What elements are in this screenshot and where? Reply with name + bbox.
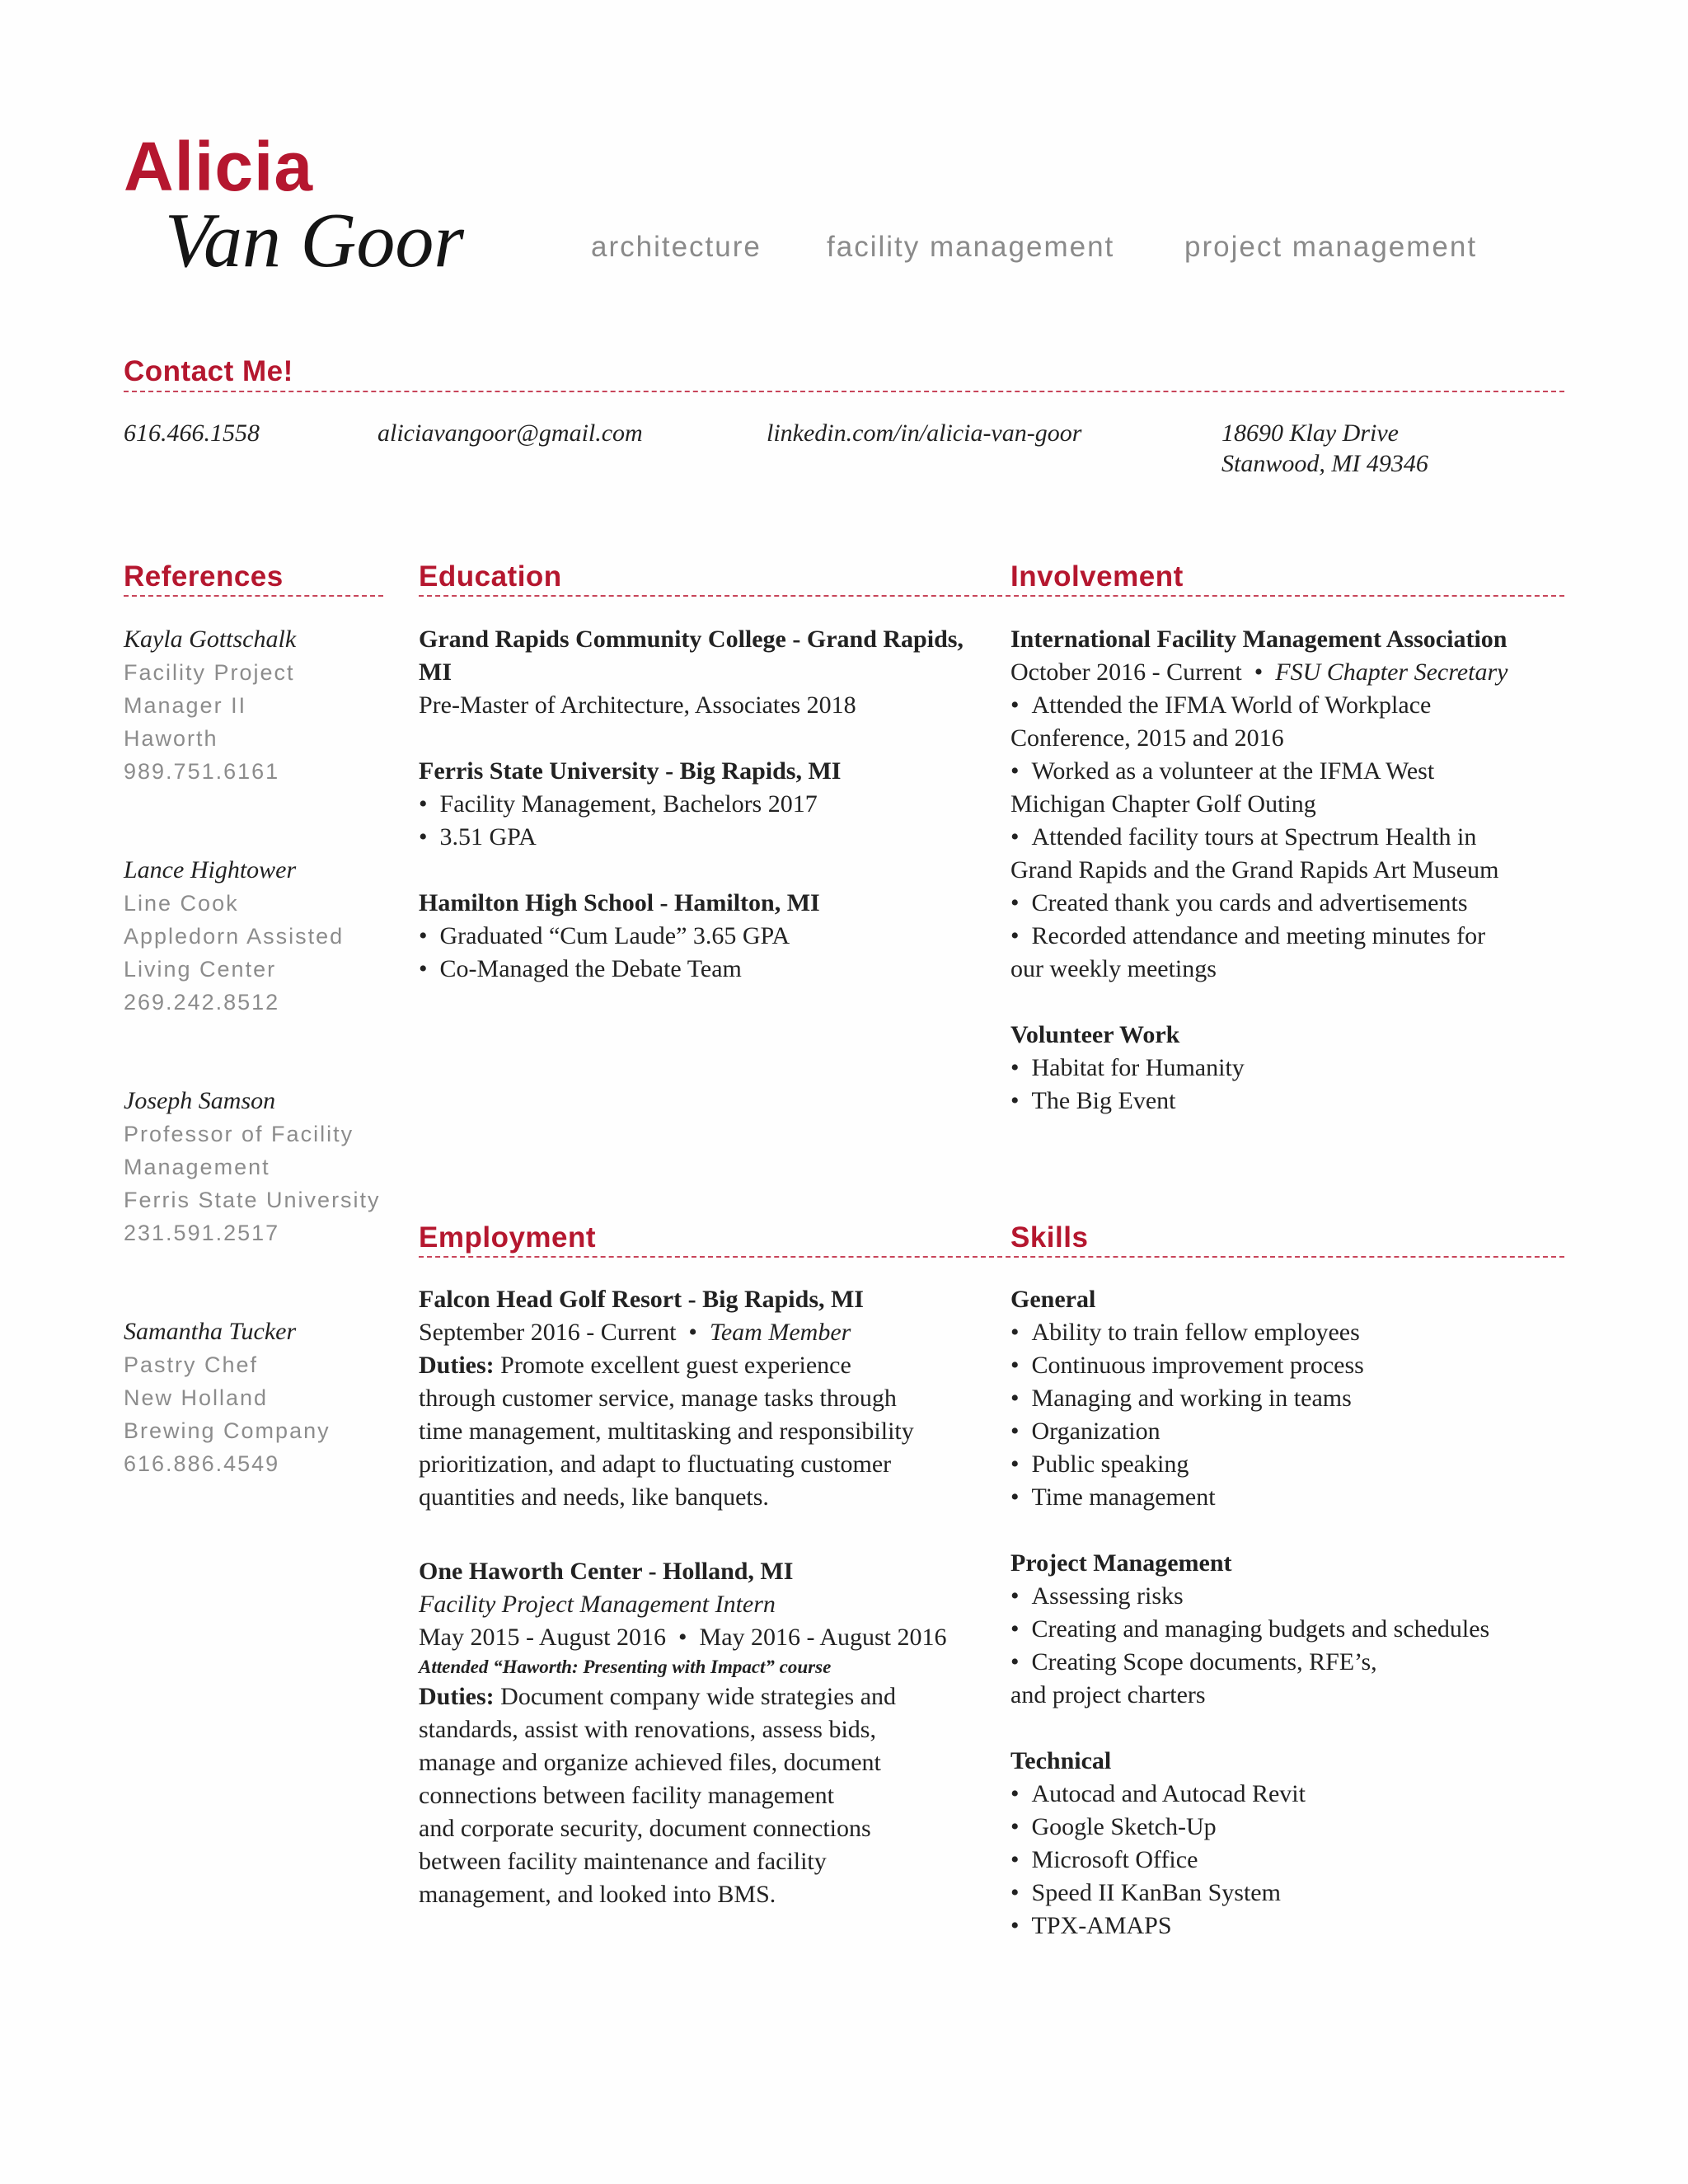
employment-heading: Employment: [419, 1221, 597, 1254]
list-item: • The Big Event: [1010, 1085, 1587, 1118]
list-item: • 3.51 GPA: [419, 821, 996, 854]
reference-phone: 269.242.8512: [124, 990, 280, 1015]
reference-line: Ferris State University: [124, 1188, 381, 1212]
list-item-continuation: Grand Rapids and the Grand Rapids Art Museum: [1010, 856, 1499, 883]
job-duties: [419, 1680, 996, 1911]
involvement-dates: October 2016 - Current: [1010, 658, 1242, 686]
duties-line: through customer service, manage tasks through: [419, 1385, 897, 1412]
list-item-continuation: our weekly meetings: [1010, 955, 1217, 982]
education-school-title: Ferris State University - Big Rapids, MI: [419, 757, 842, 785]
reference-line: New Holland: [124, 1385, 269, 1410]
duties-line: Document company wide strategies and: [500, 1683, 897, 1710]
education-school-title: Grand Rapids Community College - Grand Rapids, MI: [419, 626, 964, 686]
job-role: Facility Project Management Intern: [419, 1591, 776, 1618]
list-item: • Worked as a volunteer at the IFMA West: [1010, 755, 1587, 788]
first-name: Alicia: [124, 128, 314, 205]
reference-entry: [124, 623, 396, 788]
reference-name: Samantha Tucker: [124, 1318, 297, 1345]
job-dates-role: September 2016 - Current • Team Member: [419, 1319, 851, 1346]
list-item: • Recorded attendance and meeting minutes for: [1010, 920, 1587, 953]
reference-line: Haworth: [124, 726, 218, 751]
reference-entry: [124, 1315, 396, 1480]
education-involvement-divider: [419, 595, 1564, 597]
list-item: • Created thank you cards and advertisements: [1010, 887, 1587, 920]
reference-entry: [124, 854, 396, 1019]
address-line-1: 18690 Klay Drive: [1221, 419, 1399, 447]
list-item: • Graduated “Cum Laude” 3.65 GPA: [419, 920, 996, 953]
list-item: • Attended the IFMA World of Workplace: [1010, 689, 1587, 722]
skills-group-title: Project Management: [1010, 1549, 1232, 1577]
references-heading: References: [124, 560, 284, 593]
list-item: • Ability to train fellow employees: [1010, 1316, 1587, 1349]
list-item: • Attended facility tours at Spectrum Health in: [1010, 821, 1587, 854]
duties-line: and corporate security, document connections: [419, 1815, 871, 1842]
contact-email: aliciavangoor@gmail.com: [377, 419, 643, 447]
list-item: • Continuous improvement process: [1010, 1349, 1587, 1382]
reference-name: Kayla Gottschalk: [124, 626, 297, 653]
reference-name: Joseph Samson: [124, 1087, 276, 1114]
job-role: Team Member: [709, 1319, 851, 1346]
contact-heading: Contact Me!: [124, 355, 293, 387]
duties-line: standards, assist with renovations, assess bids,: [419, 1716, 876, 1743]
list-item: • Speed II KanBan System: [1010, 1877, 1587, 1910]
reference-line: Living Center: [124, 957, 277, 982]
reference-line: Pastry Chef: [124, 1352, 259, 1377]
list-item: • Autocad and Autocad Revit: [1010, 1778, 1587, 1811]
list-item: • Habitat for Humanity: [1010, 1052, 1587, 1085]
references-list: [124, 623, 396, 1480]
duties-label: Duties:: [419, 1352, 495, 1379]
tag-project-management: project management: [1184, 231, 1478, 263]
education-school-title: Hamilton High School - Hamilton, MI: [419, 889, 820, 916]
reference-phone: 231.591.2517: [124, 1221, 280, 1245]
involvement-org-title: International Facility Management Association: [1010, 626, 1507, 653]
job-dates: September 2016 - Current: [419, 1319, 677, 1346]
duties-line: time management, multitasking and responsibility: [419, 1418, 914, 1445]
list-item: • TPX-AMAPS: [1010, 1910, 1587, 1943]
involvement-dates-role: October 2016 - Current • FSU Chapter Secretary: [1010, 658, 1508, 686]
involvement-role: FSU Chapter Secretary: [1275, 658, 1508, 686]
contact-linkedin: linkedin.com/in/alicia-van-goor: [767, 419, 1082, 447]
job-note: Attended “Haworth: Presenting with Impact” course: [419, 1657, 832, 1677]
job-duties: [419, 1349, 996, 1514]
employment-section: [419, 1283, 996, 1911]
list-item: • Assessing risks: [1010, 1580, 1587, 1613]
references-divider: [124, 595, 383, 597]
job-dates: May 2015 - August 2016 • May 2016 - August 2016: [419, 1624, 947, 1651]
list-item: • Organization: [1010, 1415, 1587, 1448]
employment-skills-divider: [419, 1256, 1564, 1258]
list-item: • Co-Managed the Debate Team: [419, 953, 996, 986]
duties-line: between facility maintenance and facility: [419, 1848, 827, 1875]
duties-line: Promote excellent guest experience: [500, 1352, 851, 1379]
reference-entry: [124, 1085, 396, 1249]
list-item: • Managing and working in teams: [1010, 1382, 1587, 1415]
skills-heading: Skills: [1010, 1221, 1089, 1254]
reference-line: Facility Project: [124, 660, 295, 685]
list-item-continuation: Conference, 2015 and 2016: [1010, 724, 1284, 752]
tag-architecture: architecture: [591, 231, 762, 263]
contact-address: [1221, 418, 1428, 479]
duties-line: prioritization, and adapt to fluctuating customer: [419, 1451, 892, 1478]
tag-facility-management: facility management: [827, 231, 1115, 263]
skills-section: [1010, 1283, 1587, 1943]
list-item: • Public speaking: [1010, 1448, 1587, 1481]
job-dates-2: May 2016 - August 2016: [699, 1624, 947, 1651]
reference-name: Lance Hightower: [124, 856, 297, 883]
address-line-2: Stanwood, MI 49346: [1221, 450, 1428, 477]
job-title: One Haworth Center - Holland, MI: [419, 1558, 794, 1585]
list-item: • Google Sketch-Up: [1010, 1811, 1587, 1844]
duties-label: Duties:: [419, 1683, 495, 1710]
list-item-continuation: Michigan Chapter Golf Outing: [1010, 790, 1316, 818]
list-item: • Time management: [1010, 1481, 1587, 1514]
volunteer-title: Volunteer Work: [1010, 1021, 1180, 1048]
reference-line: Management: [124, 1155, 270, 1179]
duties-line: connections between facility management: [419, 1782, 834, 1809]
list-item: • Facility Management, Bachelors 2017: [419, 788, 996, 821]
education-degree: Pre-Master of Architecture, Associates 2018: [419, 691, 856, 719]
list-item: • Creating Scope documents, RFE’s,: [1010, 1646, 1587, 1679]
duties-line: management, and looked into BMS.: [419, 1881, 776, 1908]
education-section: [419, 623, 996, 986]
skills-group-title: Technical: [1010, 1747, 1112, 1774]
list-item: • Microsoft Office: [1010, 1844, 1587, 1877]
contact-divider: [124, 391, 1564, 392]
reference-line: Appledorn Assisted: [124, 924, 345, 949]
reference-line: Brewing Company: [124, 1418, 331, 1443]
involvement-section: [1010, 623, 1587, 1118]
job-title: Falcon Head Golf Resort - Big Rapids, MI: [419, 1286, 864, 1313]
job-dates-1: May 2015 - August 2016: [419, 1624, 666, 1651]
contact-phone: 616.466.1558: [124, 419, 260, 447]
reference-phone: 616.886.4549: [124, 1451, 280, 1476]
education-heading: Education: [419, 560, 562, 593]
reference-phone: 989.751.6161: [124, 759, 280, 784]
duties-line: manage and organize achieved files, document: [419, 1749, 881, 1776]
last-name: Van Goor: [165, 198, 464, 284]
involvement-heading: Involvement: [1010, 560, 1184, 593]
reference-line: Professor of Facility: [124, 1122, 354, 1146]
reference-line: Manager II: [124, 693, 247, 718]
list-item-continuation: and project charters: [1010, 1681, 1206, 1708]
skills-group-title: General: [1010, 1286, 1096, 1313]
duties-line: quantities and needs, like banquets.: [419, 1483, 769, 1511]
reference-line: Line Cook: [124, 891, 239, 916]
list-item: • Creating and managing budgets and schedules: [1010, 1613, 1587, 1646]
